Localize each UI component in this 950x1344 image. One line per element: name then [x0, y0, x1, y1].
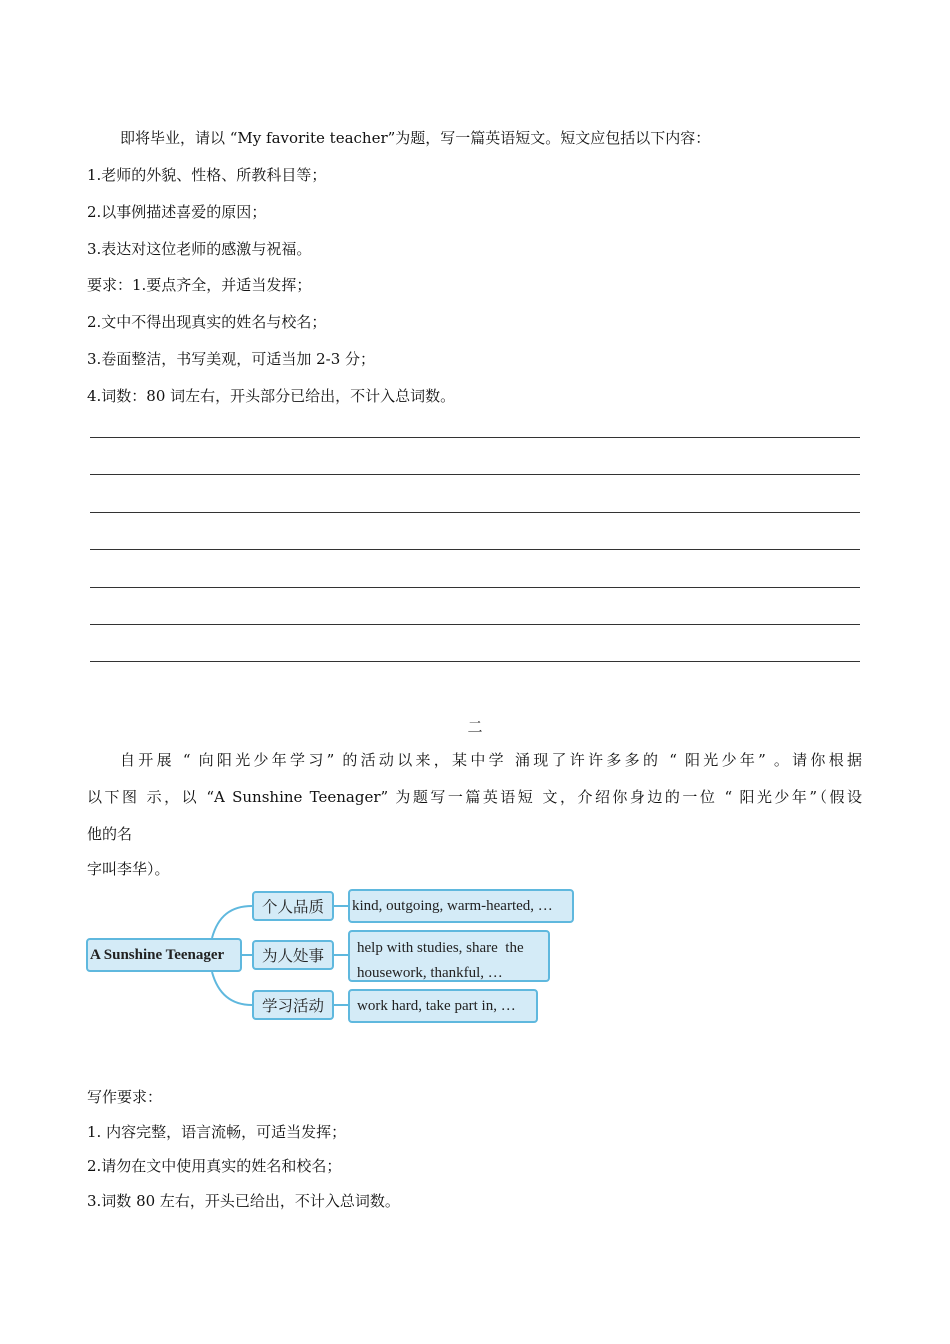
- mind-map-detail-quality: kind, outgoing, warm-hearted, …: [348, 889, 574, 923]
- mind-map-detail-conduct-line-1: help with studies, share the: [357, 940, 524, 956]
- task2-para-line-1: 自开展 “ 向阳光少年学习” 的活动以来，某中学 涌现了许许多多的 “ 阳光少年” 。请你根据: [120, 751, 862, 769]
- writing-line[interactable]: [90, 624, 860, 625]
- task2-para-line-2: 以下图 示，以 “A Sunshine Teenager” 为题写一篇英语短 文，介绍你身边的一位 “ 阳光少年”（假设: [87, 788, 862, 806]
- mind-map-detail-conduct: [348, 930, 550, 982]
- task1-point-2: 2.以事例描述喜爱的原因；: [87, 203, 267, 221]
- task1-requirement-3: 3.卷面整洁，书写美观，可适当加 2-3 分；: [87, 350, 376, 368]
- task1-point-1: 1.老师的外貌、性格、所教科目等；: [87, 166, 327, 184]
- mind-map: [86, 886, 576, 1028]
- task2-para-line-4: 字叫李华）。: [87, 860, 170, 878]
- mind-map-category-study: 学习活动: [252, 990, 334, 1020]
- writing-line[interactable]: [90, 474, 860, 475]
- mind-map-detail-conduct-line-2: housework, thankful, …: [357, 965, 503, 981]
- task1-requirement-2: 2.文中不得出现真实的姓名与校名；: [87, 313, 327, 331]
- task2-requirements-title: 写作要求：: [87, 1088, 163, 1106]
- writing-line[interactable]: [90, 512, 860, 513]
- writing-line[interactable]: [90, 661, 860, 662]
- mind-map-category-quality: 个人品质: [252, 891, 334, 921]
- mind-map-detail-study: work hard, take part in, …: [348, 989, 538, 1023]
- writing-line[interactable]: [90, 437, 860, 438]
- task1-requirement-1: 要求：1.要点齐全，并适当发挥；: [87, 276, 312, 294]
- task2-para-line-3: 他的名: [87, 825, 133, 843]
- task1-intro: 即将毕业，请以 “My favorite teacher”为题，写一篇英语短文。短文应包括以下内容：: [120, 129, 711, 147]
- mind-map-root: A Sunshine Teenager: [86, 938, 242, 972]
- task2-requirement-3: 3.词数 80 左右，开头已给出，不计入总词数。: [87, 1192, 400, 1210]
- task2-requirement-2: 2.请勿在文中使用真实的姓名和校名；: [87, 1157, 342, 1175]
- section-number: 二: [467, 718, 483, 736]
- task2-requirement-1: 1. 内容完整，语言流畅，可适当发挥；: [87, 1123, 347, 1141]
- task1-requirement-4: 4.词数：80 词左右，开头部分已给出，不计入总词数。: [87, 387, 456, 405]
- task1-point-3: 3.表达对这位老师的感激与祝福。: [87, 240, 312, 258]
- mind-map-category-conduct: 为人处事: [252, 940, 334, 970]
- writing-line[interactable]: [90, 549, 860, 550]
- writing-line[interactable]: [90, 587, 860, 588]
